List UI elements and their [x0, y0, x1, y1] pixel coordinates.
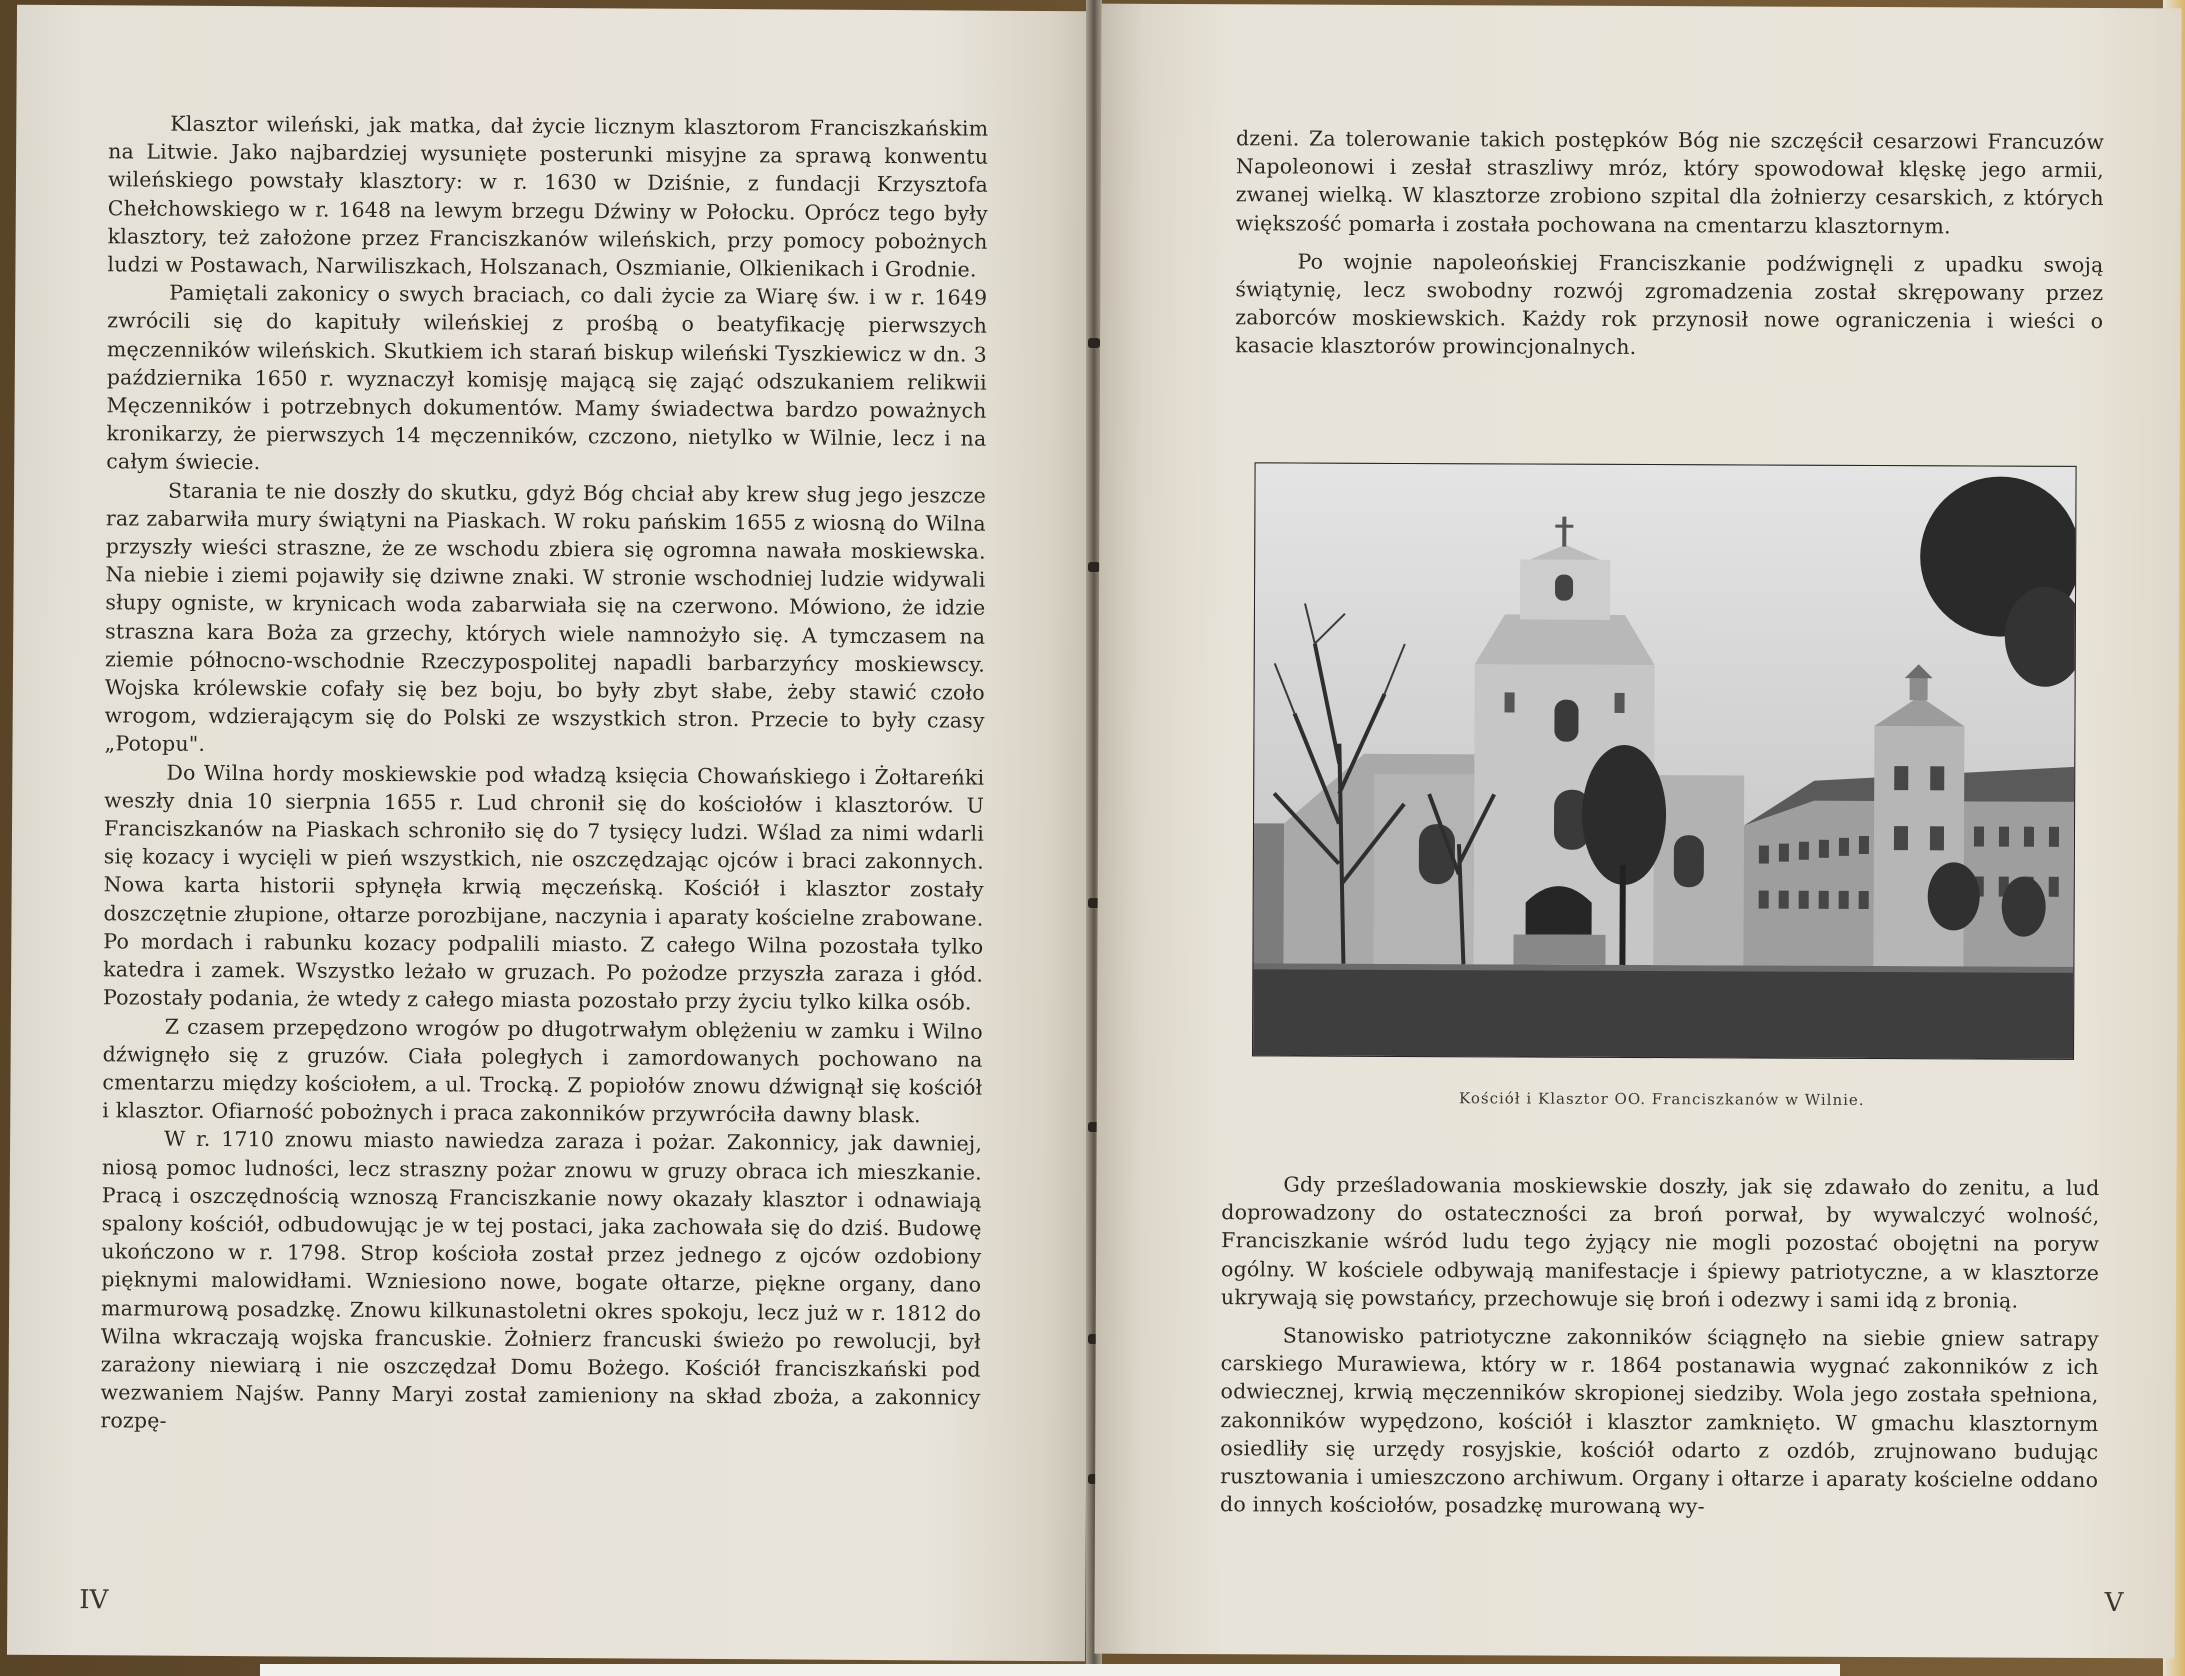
- paragraph: W r. 1710 znowu miasto nawiedza zaraza i pożar. Zakonnicy, jak dawniej, niosą pomoc ludności, lecz straszny pożar znowu w gruzy obraca ich mieszkanie. Pracą i oszczędnością wznoszą Franciszkanie nowy okazały klasztor i odnawiają spalony kościół, odbudowując je w tej postaci, jaka zachowała się do dziś. Budowę ukończono w r. 1798. Strop kościoła został przez jednego z ojców ozdobiony pięknymi malowidłami. Wzniesiono nowe, bogate ołtarze, piękne organy, dano marmurową posadzkę. Znowu kilkunastoletni okres spokoju, lecz już w r. 1812 do Wilna wkraczają wojska francuskie. Żołnierz francuski świeżo po rewolucji, był zarażony niewiarą i nie oszczędzał Domu Bożego. Kościół franciszkański pod wezwaniem Najśw. Panny Maryi został zamieniony na skład zboża, a zakonnicy rozpę-: [100, 1126, 983, 1434]
- paragraph: Gdy prześladowania moskiewskie doszły, jak się zdawało do zenitu, a lud doprowadzony do ostateczności za broń porwał, by wywalczyć wolność, Franciszkanie wśród ludu tego żyjący nie mogli pozostać obojętni na poryw ogólny. W kościele odbywają manifestacje i śpiewy patriotyczne, a w klasztorze ukrywają się powstańcy, przechowuje się broń i odezwy i sami idą z bronią.: [1220, 1172, 2100, 1313]
- page-number: V: [2104, 1588, 2124, 1619]
- scan-edge-strip: [260, 1664, 1840, 1676]
- page-number: IV: [79, 1585, 109, 1616]
- paragraph: Z czasem przepędzono wrogów po długotrwałym oblężeniu w zamku i Wilno dźwignęło się z gruzów. Ciała poległych i zamordowanych pochowano na cmentarzu między kościołem, a ul. Trocką. Z popiołów znowu dźwignął się kościół i klasztor. Ofiarność pobożnych i praca zakonników przywróciła dawny blask.: [102, 1014, 983, 1128]
- photo-caption: Kościół i Klasztor OO. Franciszkanów w Wilnie.: [1459, 1089, 1865, 1109]
- right-page: [1094, 4, 2181, 1659]
- paragraph: Starania te nie doszły do skutku, gdyż Bóg chciał aby krew sług jego jeszcze raz zabarwiła mury świątyni na Piaskach. W roku pańskim 1655 z wiosną do Wilna przyszły wieści straszne, że ze wschodu zbiera się ogromna nawała moskiewska. Na niebie i ziemi pojawiły się dziwne znaki. W stronie wschodniej ludzie widywali słupy ogniste, w krynicach woda zabarwiała się na czerwono. Mówiono, że idzie straszna kara Boża za grzechy, których wiele namnożyło się. A tymczasem na ziemie północno-wschodnie Rzeczypospolitej napadli barbarzyńcy moskiewscy. Wojska królewskie cofały się bez boju, bo były zbyt słabe, żeby stawić czoło wrogom, wdzierającym się do Polski ze wszystkich stron. Przecie to były czasy „Potopu".: [104, 478, 987, 757]
- paragraph: Pamiętali zakonicy o swych braciach, co dali życie za Wiarę św. i w r. 1649 zwrócili się do kapituły wileńskiej z prośbą o beatyfikację pierwszych męczenników wileńskich. Skutkiem ich starań biskup wileński Tyszkiewicz w dn. 3 października 1650 r. wyznaczył komisję mającą się zająć odszukaniem relikwii Męczenników i potrzebnych dokumentów. Mamy świadectwa bardzo poważnych kronikarzy, że pierwszych 14 męczenników, czczono, nietylko w Wilnie, lecz i na całym świecie.: [106, 280, 988, 475]
- right-page-bottom-text: [1220, 1170, 2100, 1522]
- left-page-text: [100, 109, 988, 1440]
- left-page: [7, 5, 1095, 1662]
- paragraph: Po wojnie napoleońskiej Franciszkanie podźwignęli z upadku swoją świątynię, lecz swobodny rozwój zgromadzenia został skrępowany przez zaborców moskiewskich. Każdy rok przynosił nowe ograniczenia i wieści o kasacie klasztorów prowincjonalnych.: [1235, 249, 2104, 360]
- paragraph: dzeni. Za tolerowanie takich postępków Bóg nie szczęścił cesarzowi Francuzów Napoleonowi i zesłał straszliwy mróz, który spowodował klęskę jego armii, zwanej wielką. W klasztorze zrobiono szpital dla żołnierzy cesarskich, z których większość pomarła i została pochowana na cmentarzu klasztornym.: [1235, 126, 2105, 238]
- paragraph: Klasztor wileński, jak matka, dał życie licznym klasztorom Franciszkańskim na Litwie. Jako najbardziej wysunięte posterunki misyjne za sprawą konwentu wileńskiego powstały klasztory: w r. 1630 w Dziśnie, z fundacji Krzysztofa Chełchowskiego w r. 1648 na lewym brzegu Dźwiny w Połocku. Oprócz tego były klasztory, też założone przez Franciszkanów wileńskich, przy pomocy pobożnych ludzi w Postawach, Narwiliszkach, Holszanach, Oszmianie, Olkienikach i Grodnie.: [107, 111, 989, 282]
- right-page-top-text: [1235, 124, 2104, 363]
- paragraph: Do Wilna hordy moskiewskie pod władzą księcia Chowańskiego i Żołtareńki weszły dnia 10 sierpnia 1655 r. Lud chronił się do kościołów i klasztorów. U Franciszkanów na Piaskach schroniło się do 7 tysięcy ludzi. Wślad za nimi wdarli się kozacy i wycięli w pień wszystkich, nie oszczędzając ojców i braci zakonnych. Nowa karta historii spłynęła krwią męczeńską. Kościół i klasztor zostały doszczętnie złupione, ołtarze porozbijane, naczynia i aparaty kościelne zrabowane. Po mordach i rabunku kozacy podpalili miasto. Z całego Wilna pozostała tylko katedra i zamek. Wszystko leżało w gruzach. Po pożodze przyszła zaraza i głód. Pozostały podania, że wtedy z całego miasta pozostało przy życiu tylko kilka osób.: [102, 760, 985, 1015]
- binding-stitch: [1088, 338, 1100, 348]
- church-photo: [1252, 462, 2077, 1060]
- church-illustration: [1253, 463, 2076, 1059]
- paragraph: Stanowisko patriotyczne zakonników ściągnęło na siebie gniew satrapy carskiego Murawiewa, który w r. 1864 postanawia wygnać zakonników z ich odwiecznej, krwią męczenników skropionej siedziby. Wola jego została spełniona, zakonników wypędzono, kościół i klasztor zamknięto. W gmachu klasztornym osiedliły się urzędy rosyjskie, kościół odarto z ozdób, zrujnowano budując rusztowania i umieszczono archiwum. Organy i ołtarze i aparaty kościelne oddano do innych kościołów, posadzkę murowaną wy-: [1220, 1323, 2099, 1519]
